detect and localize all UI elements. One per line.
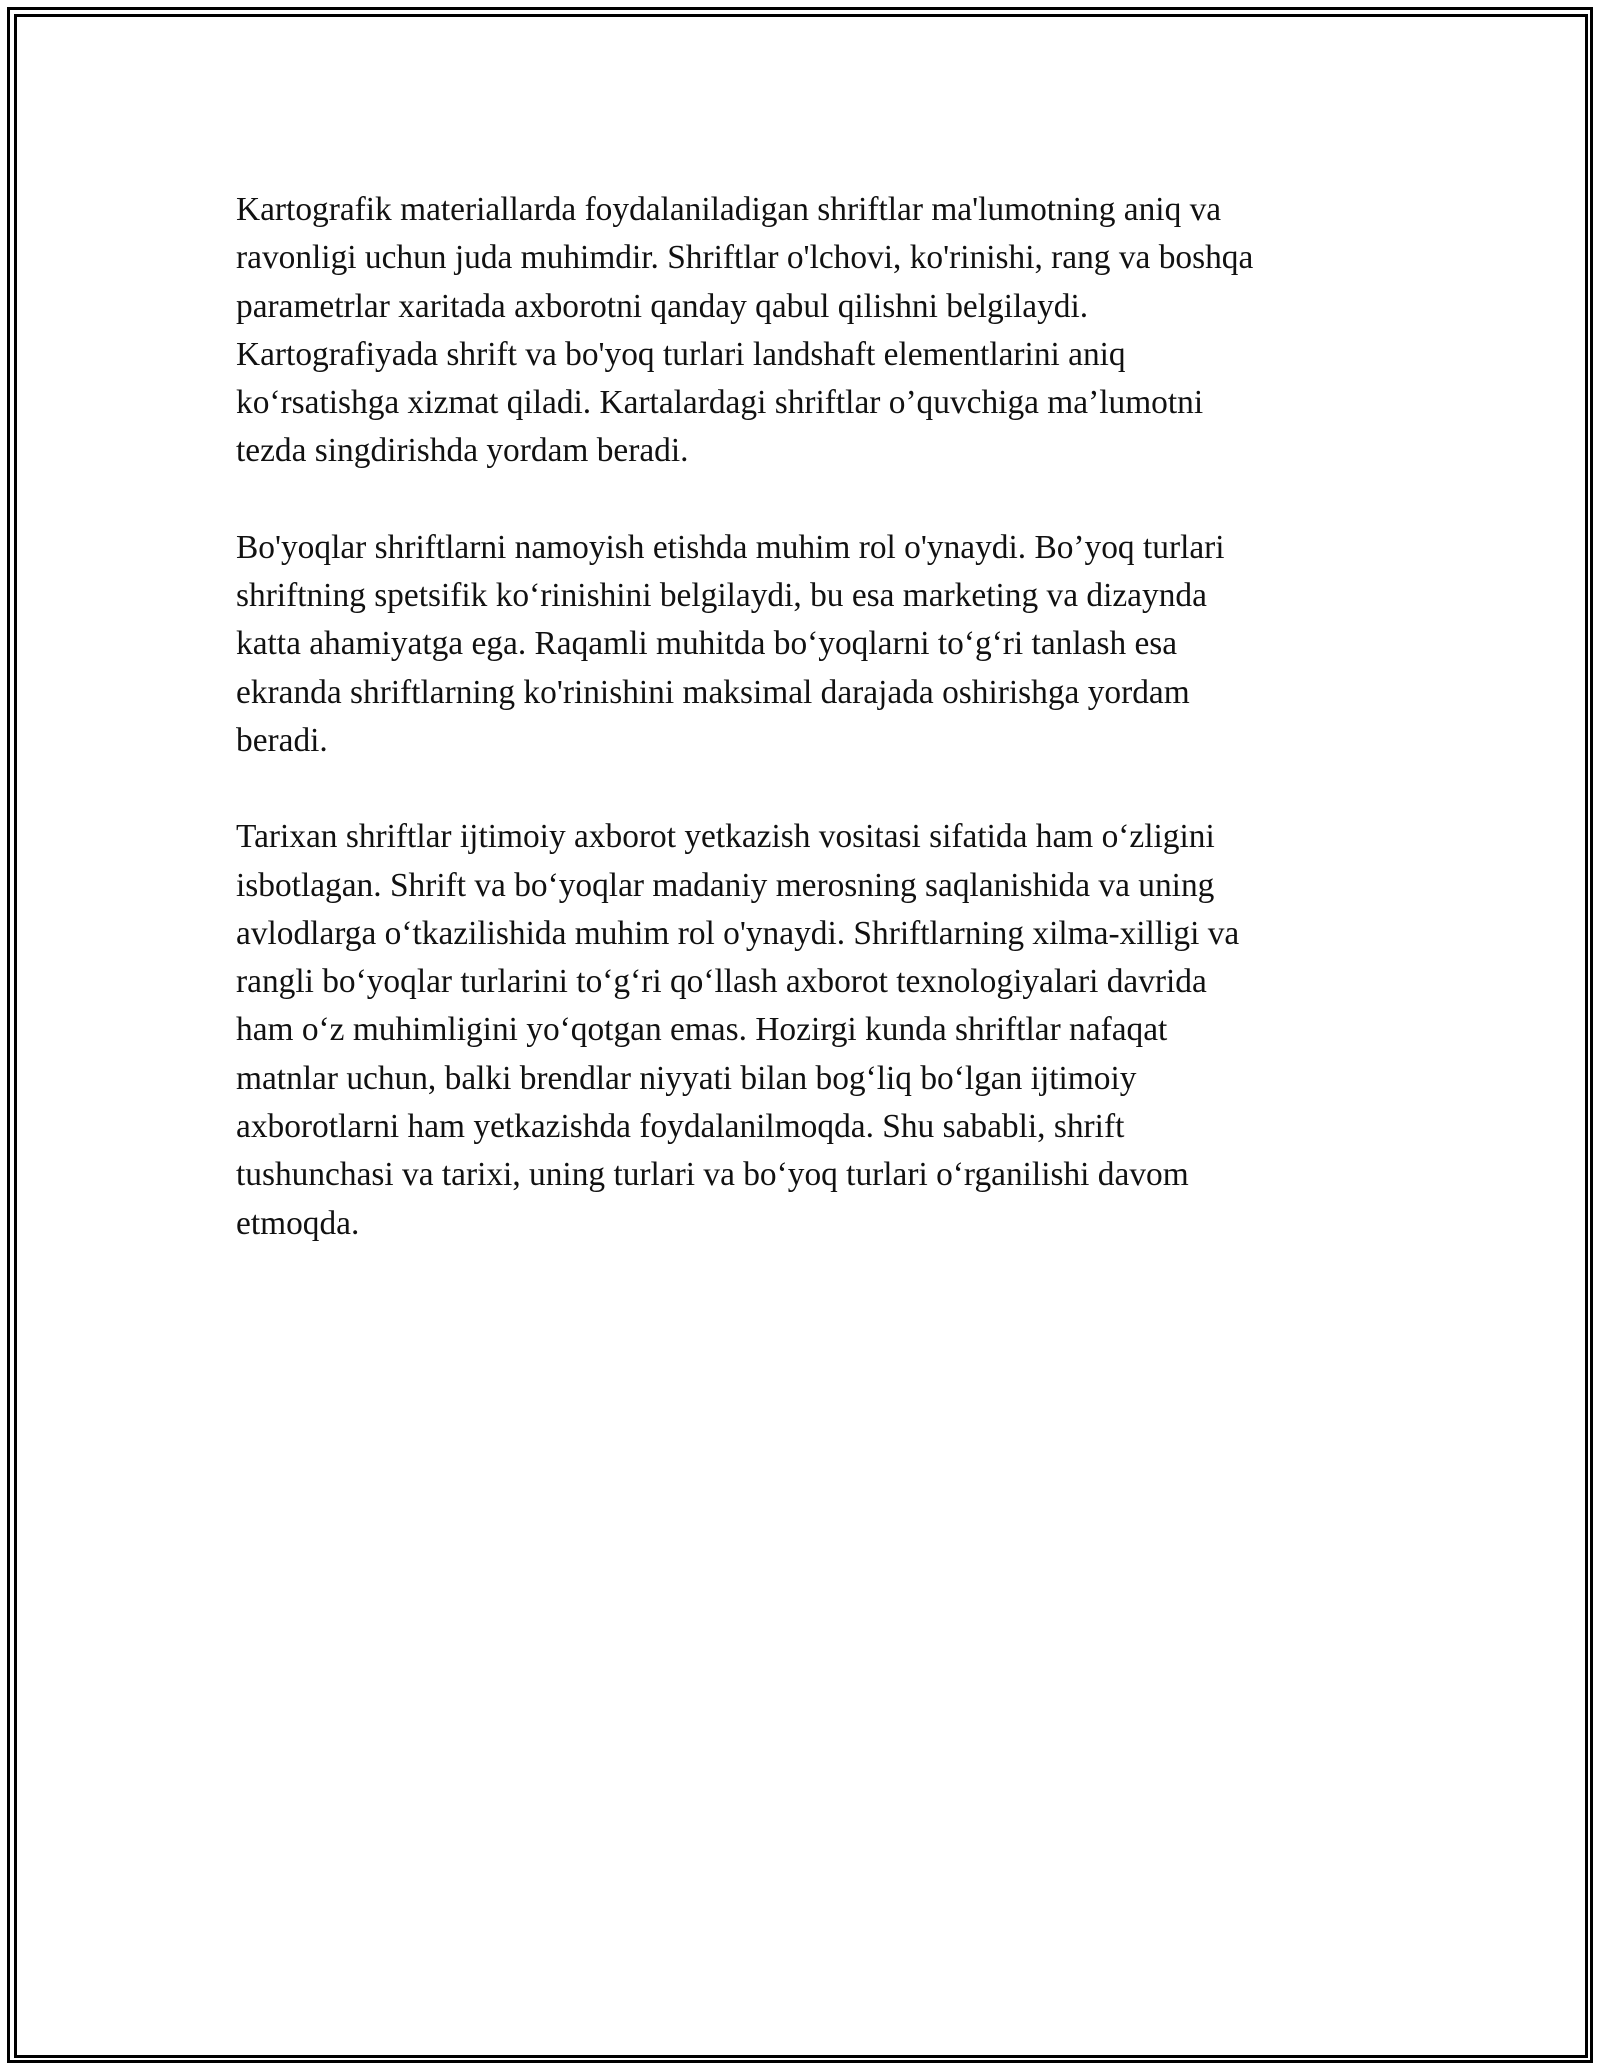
text-line: matnlar uchun, balki brendlar niyyati bilan bog‘liq bo‘lgan ijtimoiy bbox=[236, 1059, 1137, 1097]
text-line: Tarixan shriftlar ijtimoiy axborot yetkazish vositasi sifatida ham o‘zligini bbox=[236, 818, 1215, 856]
text-line: rangli bo‘yoqlar turlarini to‘g‘ri qo‘llash axborot texnologiyalari davrida bbox=[236, 963, 1207, 1001]
text-line: ravonligi uchun juda muhimdir. Shriftlar o'lchovi, ko'rinishi, rang va boshqa bbox=[236, 239, 1254, 277]
text-line: axborotlarni ham yetkazishda foydalanilmoqda. Shu sababli, shrift bbox=[236, 1108, 1125, 1146]
paragraph-cartographic-fonts bbox=[236, 186, 1386, 476]
text-line: etmoqda. bbox=[236, 1204, 360, 1242]
text-line: Kartografik materiallarda foydalaniladigan shriftlar ma'lumotning aniq va bbox=[236, 191, 1222, 228]
text-line: Kartografiyada shrift va bo'yoq turlari landshaft elementlarini aniq bbox=[236, 335, 1126, 373]
text-line: Bo'yoqlar shriftlarni namoyish etishda muhim rol o'ynaydi. Bo’yoq turlari bbox=[236, 528, 1225, 566]
text-line: parametrlar xaritada axborotni qanday qabul qilishni belgilaydi. bbox=[236, 287, 1089, 325]
text-line: avlodlarga o‘tkazilishida muhim rol o'ynaydi. Shriftlarning xilma-xilligi va bbox=[236, 914, 1240, 952]
text-line: katta ahamiyatga ega. Raqamli muhitda bo‘yoqlarni to‘g‘ri tanlash esa bbox=[236, 625, 1178, 663]
text-line: shriftning spetsifik ko‘rinishini belgilaydi, bu esa marketing va dizaynda bbox=[236, 577, 1207, 615]
paragraph-history bbox=[236, 813, 1386, 1248]
text-line: ham o‘z muhimligini yo‘qotgan emas. Hozirgi kunda shriftlar nafaqat bbox=[236, 1011, 1168, 1049]
text-line: isbotlagan. Shrift va bo‘yoqlar madaniy merosning saqlanishida va uning bbox=[236, 866, 1215, 904]
text-line: tezda singdirishda yordam beradi. bbox=[236, 432, 689, 470]
text-line: tushunchasi va tarixi, uning turlari va bo‘yoq turlari o‘rganilishi davom bbox=[236, 1156, 1189, 1194]
text-line: beradi. bbox=[236, 721, 328, 759]
paragraph-paint-types bbox=[236, 524, 1386, 765]
text-line: ko‘rsatishga xizmat qiladi. Kartalardagi shriftlar o’quvchiga ma’lumotni bbox=[236, 384, 1204, 422]
document-body bbox=[236, 186, 1386, 1296]
text-line: ekranda shriftlarning ko'rinishini maksimal darajada oshirishga yordam bbox=[236, 673, 1190, 711]
